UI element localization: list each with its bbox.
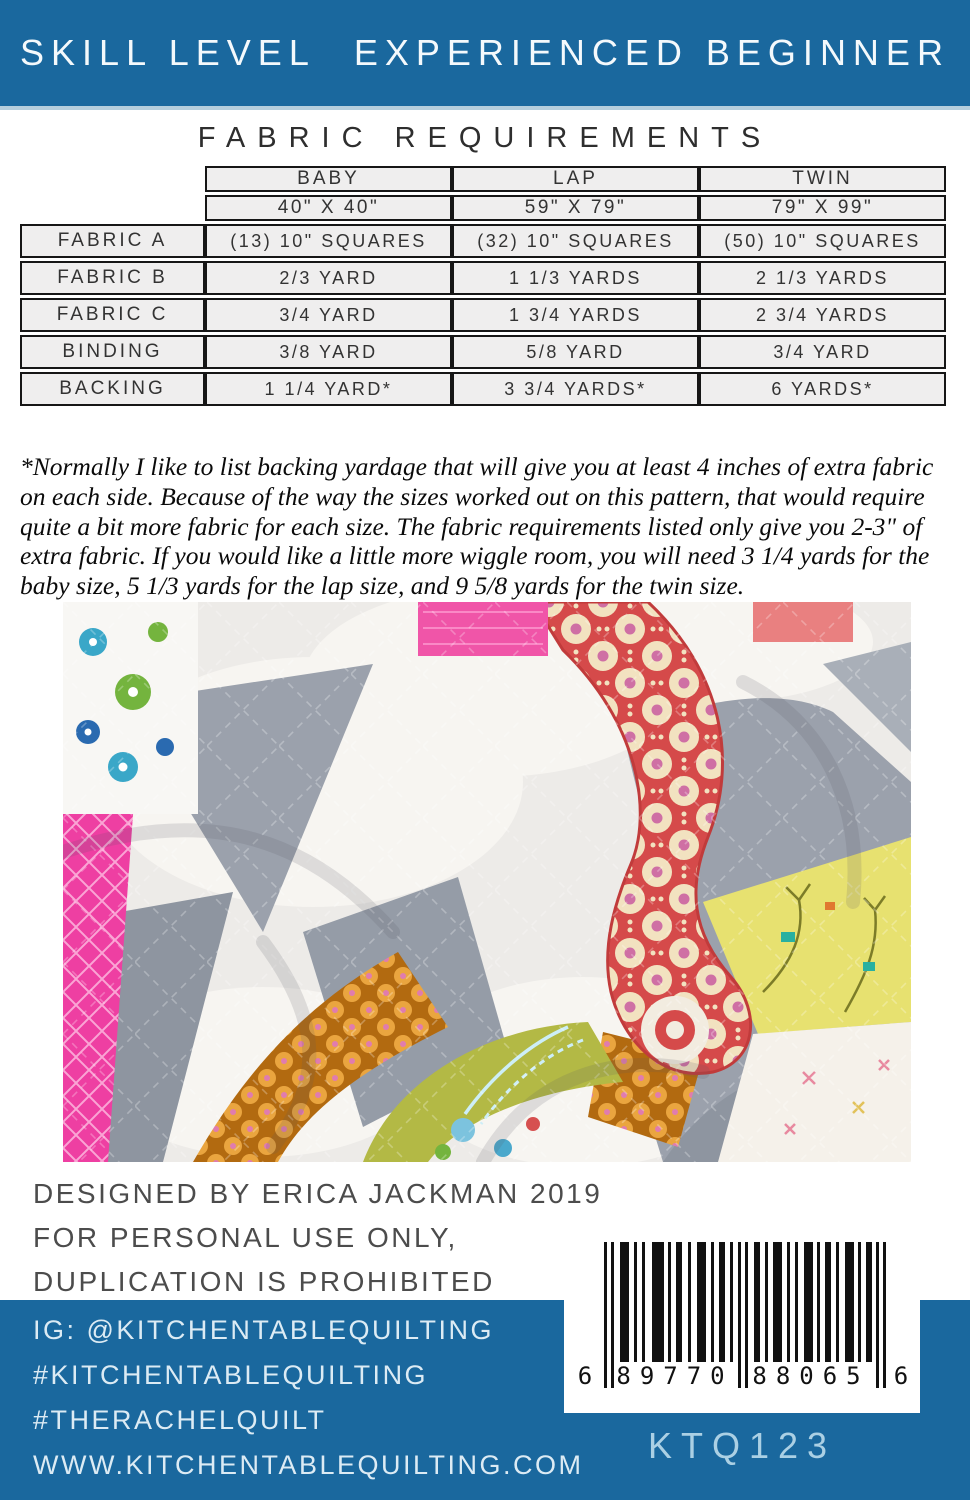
social-links <box>33 1308 584 1488</box>
table-row-fabric-b <box>20 261 946 295</box>
row-label: FABRIC A <box>20 224 205 258</box>
table-row-binding <box>20 335 946 369</box>
cell-fabric-c-baby: 3/4 YARD <box>205 298 452 332</box>
size-lap: 59" X 79" <box>452 195 699 221</box>
cell-binding-baby: 3/8 YARD <box>205 335 452 369</box>
barcode <box>564 1240 920 1413</box>
row-label: BINDING <box>20 335 205 369</box>
cell-fabric-c-twin: 2 3/4 YARDS <box>699 298 946 332</box>
hashtag-brand: #KITCHENTABLEQUILTING <box>33 1360 429 1390</box>
cell-binding-lap: 5/8 YARD <box>452 335 699 369</box>
cell-binding-twin: 3/4 YARD <box>699 335 946 369</box>
credits-block <box>33 1172 602 1304</box>
sku-code: KTQ123 <box>647 1425 837 1466</box>
cell-backing-lap: 3 3/4 YARDS* <box>452 372 699 406</box>
fabric-requirements-title: FABRIC REQUIREMENTS <box>197 122 773 154</box>
row-label: FABRIC C <box>20 298 205 332</box>
empty-cell <box>20 166 205 192</box>
quilt-photo <box>63 602 911 1162</box>
col-header-twin: TWIN <box>699 166 946 192</box>
hashtag-quilt: #THERACHELQUILT <box>33 1405 327 1435</box>
barcode-group-2: 88065 <box>750 1362 872 1390</box>
size-twin: 79" X 99" <box>699 195 946 221</box>
cell-fabric-b-lap: 1 1/3 YARDS <box>452 261 699 295</box>
cell-fabric-c-lap: 1 3/4 YARDS <box>452 298 699 332</box>
barcode-group-1: 89770 <box>614 1362 736 1390</box>
credit-line-duplication: DUPLICATION IS PROHIBITED <box>33 1266 495 1297</box>
row-label: BACKING <box>20 372 205 406</box>
table-row-fabric-c <box>20 298 946 332</box>
instagram-handle: IG: @KITCHENTABLEQUILTING <box>33 1315 494 1345</box>
fabric-requirements-table <box>20 163 946 409</box>
credit-line-designer: DESIGNED BY ERICA JACKMAN 2019 <box>33 1178 603 1209</box>
table-row-sizes-header <box>20 166 946 192</box>
barcode-digit-left: 6 <box>577 1362 593 1390</box>
skill-level-banner <box>0 0 970 110</box>
table-row-dimensions <box>20 195 946 221</box>
table-row-backing <box>20 372 946 406</box>
cell-backing-twin: 6 YARDS* <box>699 372 946 406</box>
website-url: WWW.KITCHENTABLEQUILTING.COM <box>33 1450 584 1480</box>
table-row-fabric-a <box>20 224 946 258</box>
quilt-photo-illustration <box>63 602 911 1162</box>
cell-fabric-a-twin: (50) 10" SQUARES <box>699 224 946 258</box>
credit-line-use: FOR PERSONAL USE ONLY, <box>33 1222 458 1253</box>
col-header-lap: LAP <box>452 166 699 192</box>
cell-backing-baby: 1 1/4 YARD* <box>205 372 452 406</box>
cell-fabric-b-baby: 2/3 YARD <box>205 261 452 295</box>
col-header-baby: BABY <box>205 166 452 192</box>
skill-level-value: EXPERIENCED BEGINNER <box>353 32 950 73</box>
size-baby: 40" X 40" <box>205 195 452 221</box>
barcode-digit-right: 6 <box>893 1362 909 1390</box>
cell-fabric-a-lap: (32) 10" SQUARES <box>452 224 699 258</box>
row-label: FABRIC B <box>20 261 205 295</box>
backing-footnote: *Normally I like to list backing yardage that will give you at least 4 inches of extra fabric on each side. Because of the way the sizes worked out on this pattern, that would require quite a bit more fabric for each size. The fabric requirements listed only give you 2-3" of extra fabric. If you would like a little more wiggle room, you will need 3 1/4 yards for the baby size, 5 1/3 yards for the lap size, and 9 5/8 yards for the twin size. <box>20 452 934 601</box>
cell-fabric-a-baby: (13) 10" SQUARES <box>205 224 452 258</box>
empty-cell <box>20 195 205 221</box>
skill-level-label: SKILL LEVEL <box>20 32 316 73</box>
cell-fabric-b-twin: 2 1/3 YARDS <box>699 261 946 295</box>
